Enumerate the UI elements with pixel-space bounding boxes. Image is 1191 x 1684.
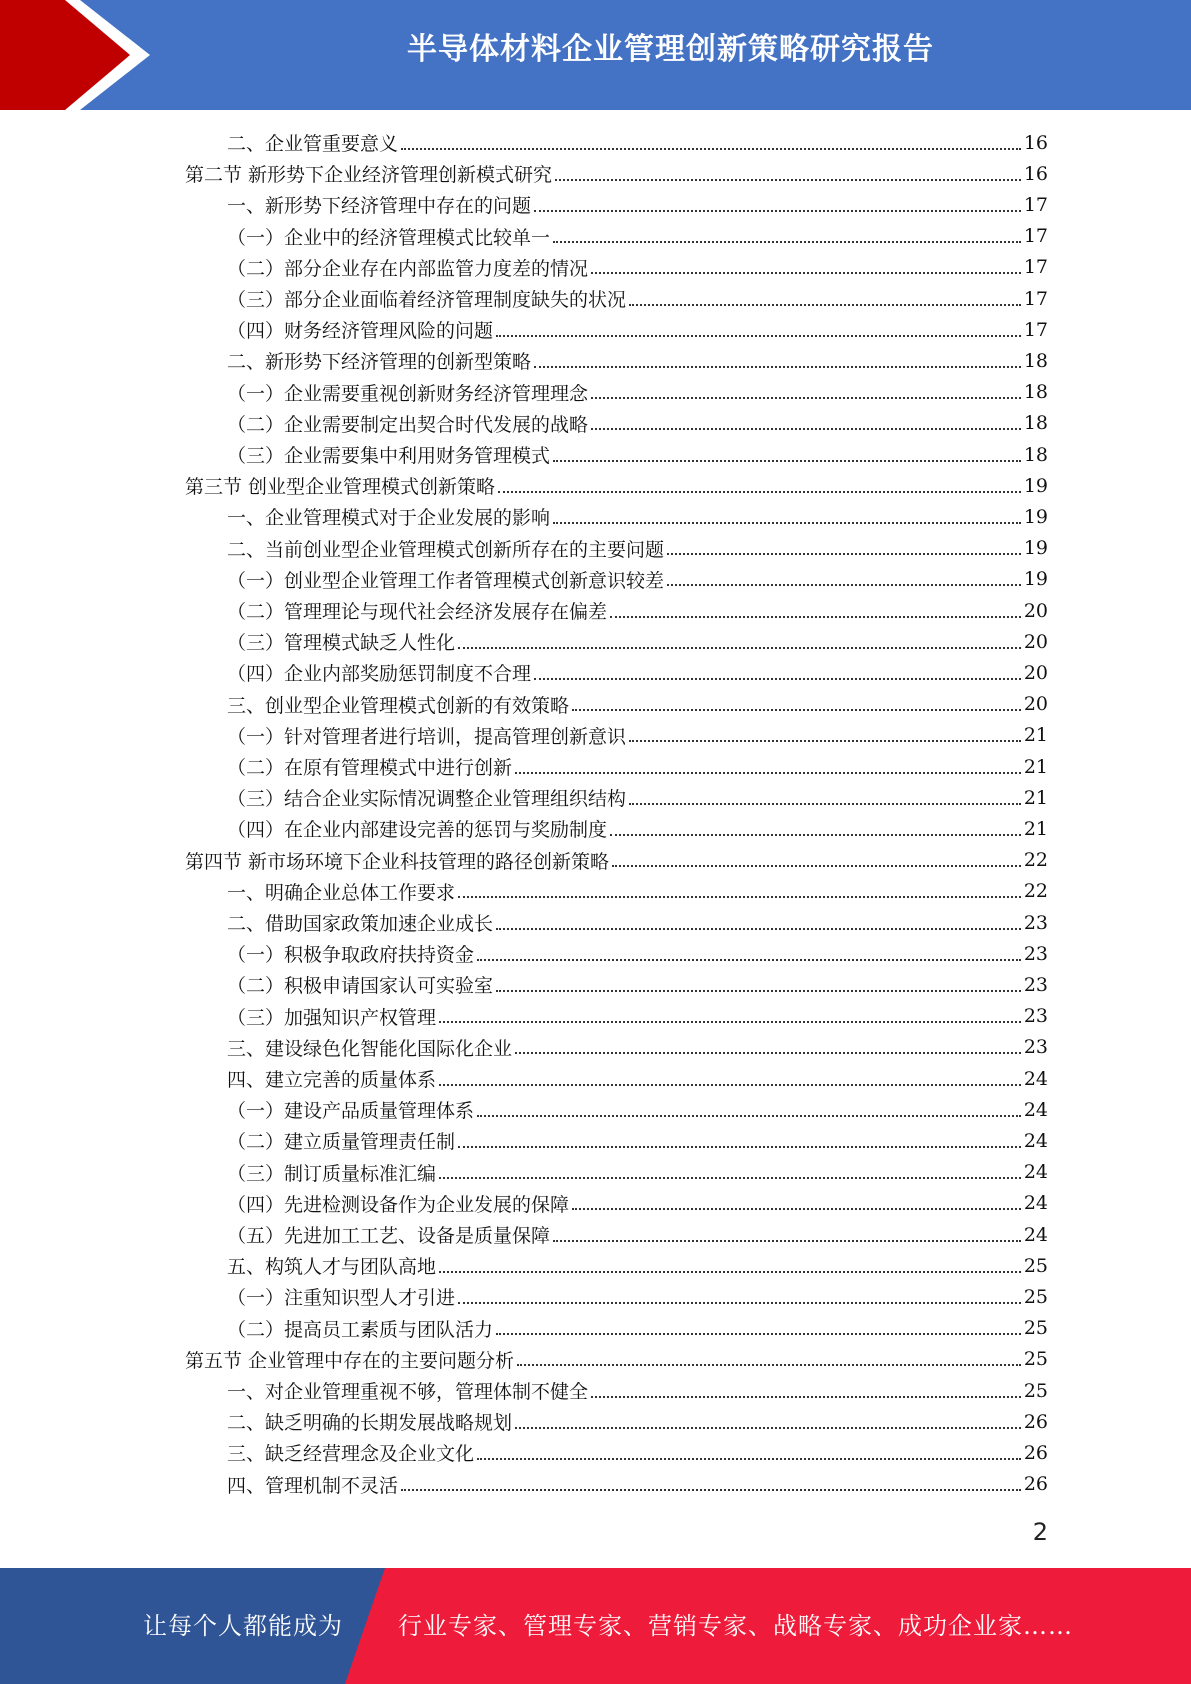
toc-entry-page: 16 <box>1023 162 1048 185</box>
toc-entry-page: 24 <box>1023 1192 1048 1215</box>
toc-dot-leader <box>629 304 1021 306</box>
toc-entry[interactable] <box>227 595 1048 626</box>
toc-entry-title: （一）企业需要重视创新财务经济管理理念 <box>227 382 589 405</box>
toc-dot-leader <box>517 1364 1021 1366</box>
toc-entry[interactable] <box>227 876 1048 907</box>
toc-entry-title: 第四节 新市场环境下企业科技管理的路径创新策略 <box>185 850 610 873</box>
toc-entry[interactable] <box>227 1032 1048 1063</box>
toc-entry-title: （二）企业需要制定出契合时代发展的战略 <box>227 413 589 436</box>
toc-entry-page: 21 <box>1023 755 1048 778</box>
toc-dot-leader <box>496 335 1021 337</box>
toc-entry-title: 一、新形势下经济管理中存在的问题 <box>227 195 532 218</box>
toc-entry-page: 24 <box>1023 1161 1048 1184</box>
toc-entry-title: 二、新形势下经济管理的创新型策略 <box>227 351 532 374</box>
toc-entry-title: （四）先进检测设备作为企业发展的保障 <box>227 1193 570 1216</box>
toc-entry-title: 三、创业型企业管理模式创新的有效策略 <box>227 694 570 717</box>
toc-dot-leader <box>534 678 1021 680</box>
toc-dot-leader <box>591 1396 1021 1398</box>
toc-dot-leader <box>553 1240 1021 1242</box>
toc-entry-page: 23 <box>1023 1036 1048 1059</box>
toc-entry-page: 19 <box>1023 505 1048 528</box>
toc-entry[interactable] <box>227 408 1048 439</box>
toc-entry-title: （一）针对管理者进行培训，提高管理创新意识 <box>227 725 627 748</box>
toc-entry-title: 三、缺乏经营理念及企业文化 <box>227 1443 475 1466</box>
toc-entry-title: 第三节 创业型企业管理模式创新策略 <box>185 476 496 499</box>
toc-entry[interactable] <box>227 751 1048 782</box>
toc-entry-title: （四）财务经济管理风险的问题 <box>227 320 494 343</box>
toc-dot-leader <box>458 896 1021 898</box>
toc-entry-page: 20 <box>1023 661 1048 684</box>
toc-entry-page: 18 <box>1023 443 1048 466</box>
footer-slogan-left: 让每个人都能成为 <box>143 1612 343 1640</box>
toc-entry[interactable] <box>185 1344 1048 1375</box>
toc-dot-leader <box>515 772 1021 774</box>
toc-entry[interactable] <box>227 1375 1048 1406</box>
toc-entry-title: （三）结合企业实际情况调整企业管理组织结构 <box>227 788 627 811</box>
toc-dot-leader <box>439 1271 1021 1273</box>
toc-dot-leader <box>401 148 1021 150</box>
toc-dot-leader <box>667 584 1021 586</box>
toc-dot-leader <box>610 834 1021 836</box>
toc-dot-leader <box>439 1021 1021 1023</box>
toc-entry-page: 18 <box>1023 349 1048 372</box>
toc-entry-title: （三）部分企业面临着经济管理制度缺失的状况 <box>227 289 627 311</box>
toc-dot-leader <box>553 241 1021 243</box>
toc-dot-leader <box>667 553 1021 555</box>
toc-entry-page: 25 <box>1023 1254 1048 1277</box>
toc-entry-page: 22 <box>1023 880 1048 903</box>
toc-entry-title: 二、借助国家政策加速企业成长 <box>227 913 494 935</box>
toc-entry[interactable] <box>227 1313 1048 1344</box>
page-footer <box>0 1568 1191 1684</box>
toc-entry[interactable] <box>227 782 1048 813</box>
toc-dot-leader <box>458 1302 1021 1304</box>
toc-entry[interactable] <box>227 501 1048 532</box>
toc-entry[interactable] <box>227 1063 1048 1094</box>
toc-dot-leader <box>534 366 1021 368</box>
toc-entry[interactable] <box>227 1157 1048 1188</box>
toc-entry-title: （二）提高员工素质与团队活力 <box>227 1318 494 1341</box>
toc-dot-leader <box>515 1052 1021 1054</box>
toc-entry[interactable] <box>227 1469 1048 1500</box>
toc-dot-leader <box>496 1333 1021 1335</box>
toc-entry[interactable] <box>227 189 1048 220</box>
toc-dot-leader <box>477 1458 1021 1460</box>
toc-entry[interactable] <box>185 470 1048 501</box>
toc-entry-page: 25 <box>1023 1317 1048 1340</box>
toc-entry-title: 一、企业管理模式对于企业发展的影响 <box>227 507 551 530</box>
toc-entry-title: 三、建设绿色化智能化国际化企业 <box>227 1037 513 1060</box>
toc-entry[interactable] <box>227 252 1048 283</box>
toc-entry[interactable] <box>227 1437 1048 1468</box>
toc-dot-leader <box>515 1427 1021 1429</box>
toc-entry-page: 23 <box>1023 942 1048 965</box>
toc-dot-leader <box>591 397 1021 399</box>
toc-entry[interactable] <box>227 907 1048 938</box>
toc-entry-title: 第二节 新形势下企业经济管理创新模式研究 <box>185 164 553 187</box>
toc-entry-title: （二）在原有管理模式中进行创新 <box>227 757 513 779</box>
toc-entry-page: 17 <box>1023 256 1048 279</box>
toc-entry[interactable] <box>227 283 1048 314</box>
toc-entry[interactable] <box>227 221 1048 252</box>
toc-entry-page: 17 <box>1023 193 1048 216</box>
toc-entry-page: 21 <box>1023 786 1048 809</box>
toc-entry-page: 21 <box>1023 817 1048 840</box>
toc-dot-leader <box>553 522 1021 524</box>
toc-entry-title: 四、管理机制不灵活 <box>227 1474 399 1497</box>
toc-dot-leader <box>591 428 1021 430</box>
toc-entry-title: 一、对企业管理重视不够，管理体制不健全 <box>227 1381 589 1403</box>
toc-entry-page: 24 <box>1023 1098 1048 1121</box>
toc-dot-leader <box>553 460 1021 462</box>
page-header <box>0 0 1191 110</box>
toc-dot-leader <box>496 990 1021 992</box>
toc-entry[interactable] <box>227 439 1048 470</box>
toc-entry[interactable] <box>227 657 1048 688</box>
toc-entry-page: 16 <box>1023 131 1048 154</box>
toc-entry[interactable] <box>227 377 1048 408</box>
toc-entry-title: 五、构筑人才与团队高地 <box>227 1256 437 1279</box>
toc-entry-page: 20 <box>1023 693 1048 716</box>
toc-entry-page: 17 <box>1023 287 1048 310</box>
toc-entry[interactable] <box>227 1094 1048 1125</box>
toc-dot-leader <box>555 179 1021 181</box>
toc-entry-title: （一）注重知识型人才引进 <box>227 1287 456 1310</box>
toc-entry[interactable] <box>227 533 1048 564</box>
toc-entry-page: 20 <box>1023 630 1048 653</box>
toc-entry-title: （二）部分企业存在内部监管力度差的情况 <box>227 257 589 280</box>
toc-entry-title: （三）制订质量标准汇编 <box>227 1162 437 1185</box>
toc-entry-title: （二）积极申请国家认可实验室 <box>227 975 494 998</box>
toc-dot-leader <box>458 647 1021 649</box>
toc-entry-page: 23 <box>1023 1005 1048 1028</box>
toc-entry-title: （一）创业型企业管理工作者管理模式创新意识较差 <box>227 569 665 592</box>
toc-entry-page: 23 <box>1023 911 1048 934</box>
toc-dot-leader <box>629 803 1021 805</box>
toc-entry-page: 17 <box>1023 318 1048 341</box>
toc-entry-title: 二、当前创业型企业管理模式创新所存在的主要问题 <box>227 538 665 561</box>
toc-entry-title: （一）积极争取政府扶持资金 <box>227 944 475 967</box>
toc-entry-page: 24 <box>1023 1223 1048 1246</box>
toc-entry[interactable] <box>227 314 1048 345</box>
toc-entry[interactable] <box>227 564 1048 595</box>
toc-entry[interactable] <box>227 720 1048 751</box>
toc-dot-leader <box>498 491 1021 493</box>
toc-entry[interactable] <box>227 626 1048 657</box>
toc-dot-leader <box>572 1208 1021 1210</box>
toc-dot-leader <box>612 865 1021 867</box>
toc-entry-page: 19 <box>1023 568 1048 591</box>
toc-dot-leader <box>610 616 1021 618</box>
toc-entry-page: 24 <box>1023 1129 1048 1152</box>
toc-entry[interactable] <box>185 158 1048 189</box>
toc-dot-leader <box>572 709 1021 711</box>
toc-entry-page: 25 <box>1023 1348 1048 1371</box>
toc-dot-leader <box>401 1489 1021 1491</box>
toc-entry-page: 18 <box>1023 381 1048 404</box>
toc-entry[interactable] <box>227 689 1048 720</box>
toc-entry-page: 18 <box>1023 412 1048 435</box>
toc-dot-leader <box>496 928 1021 930</box>
toc-entry-title: （一）企业中的经济管理模式比较单一 <box>227 226 551 249</box>
toc-entry-title: 二、企业管重要意义 <box>227 133 399 155</box>
toc-entry-page: 26 <box>1023 1473 1048 1496</box>
toc-entry-title: （四）在企业内部建设完善的惩罚与奖励制度 <box>227 819 608 842</box>
toc-dot-leader <box>591 272 1021 274</box>
toc-entry-title: 一、明确企业总体工作要求 <box>227 881 456 904</box>
toc-dot-leader <box>534 210 1021 212</box>
toc-entry-page: 26 <box>1023 1410 1048 1433</box>
toc-entry-page: 25 <box>1023 1285 1048 1308</box>
toc-entry-title: （二）建立质量管理责任制 <box>227 1131 456 1154</box>
toc-entry[interactable] <box>227 1219 1048 1250</box>
toc-entry-page: 25 <box>1023 1379 1048 1402</box>
toc-entry-page: 19 <box>1023 474 1048 497</box>
toc-entry[interactable] <box>227 1281 1048 1312</box>
toc-entry-page: 19 <box>1023 537 1048 560</box>
footer-slogan-right: 行业专家、管理专家、营销专家、战略专家、成功企业家…… <box>398 1612 1073 1640</box>
toc-entry-title: （三）企业需要集中利用财务管理模式 <box>227 445 551 467</box>
toc-entry[interactable] <box>227 813 1048 844</box>
toc-dot-leader <box>477 959 1021 961</box>
toc-entry[interactable] <box>227 127 1048 158</box>
toc-entry-title: （三）管理模式缺乏人性化 <box>227 632 456 655</box>
toc-entry[interactable] <box>227 938 1048 969</box>
toc-entry-page: 22 <box>1023 849 1048 872</box>
toc-entry[interactable] <box>227 969 1048 1000</box>
toc-entry[interactable] <box>227 1125 1048 1156</box>
toc-entry[interactable] <box>227 345 1048 376</box>
toc-dot-leader <box>629 740 1021 742</box>
toc-dot-leader <box>458 1146 1021 1148</box>
toc-entry-page: 17 <box>1023 225 1048 248</box>
document-title: 半导体材料企业管理创新策略研究报告 <box>407 32 934 67</box>
toc-dot-leader <box>439 1084 1021 1086</box>
toc-dot-leader <box>439 1177 1021 1179</box>
toc-entry[interactable] <box>227 1250 1048 1281</box>
toc-dot-leader <box>477 1115 1021 1117</box>
page-number: 2 <box>1032 1518 1048 1546</box>
toc-entry-title: （四）企业内部奖励惩罚制度不合理 <box>227 663 532 686</box>
toc-entry-page: 20 <box>1023 599 1048 622</box>
toc-entry-page: 24 <box>1023 1067 1048 1090</box>
toc-entry[interactable] <box>227 1188 1048 1219</box>
toc-entry[interactable] <box>227 1406 1048 1437</box>
toc-entry-page: 23 <box>1023 973 1048 996</box>
toc-entry[interactable] <box>185 845 1048 876</box>
toc-entry[interactable] <box>227 1001 1048 1032</box>
toc-entry-title: 二、缺乏明确的长期发展战略规划 <box>227 1412 513 1435</box>
toc-entry-title: （一）建设产品质量管理体系 <box>227 1100 475 1123</box>
toc-entry-page: 26 <box>1023 1441 1048 1464</box>
toc-entry-title: 第五节 企业管理中存在的主要问题分析 <box>185 1349 515 1372</box>
toc-entry-title: 四、建立完善的质量体系 <box>227 1069 437 1091</box>
toc-entry-title: （二）管理理论与现代社会经济发展存在偏差 <box>227 601 608 623</box>
toc-entry-title: （三）加强知识产权管理 <box>227 1006 437 1029</box>
toc-entry-title: （五）先进加工工艺、设备是质量保障 <box>227 1225 551 1247</box>
toc-entry-page: 21 <box>1023 724 1048 747</box>
